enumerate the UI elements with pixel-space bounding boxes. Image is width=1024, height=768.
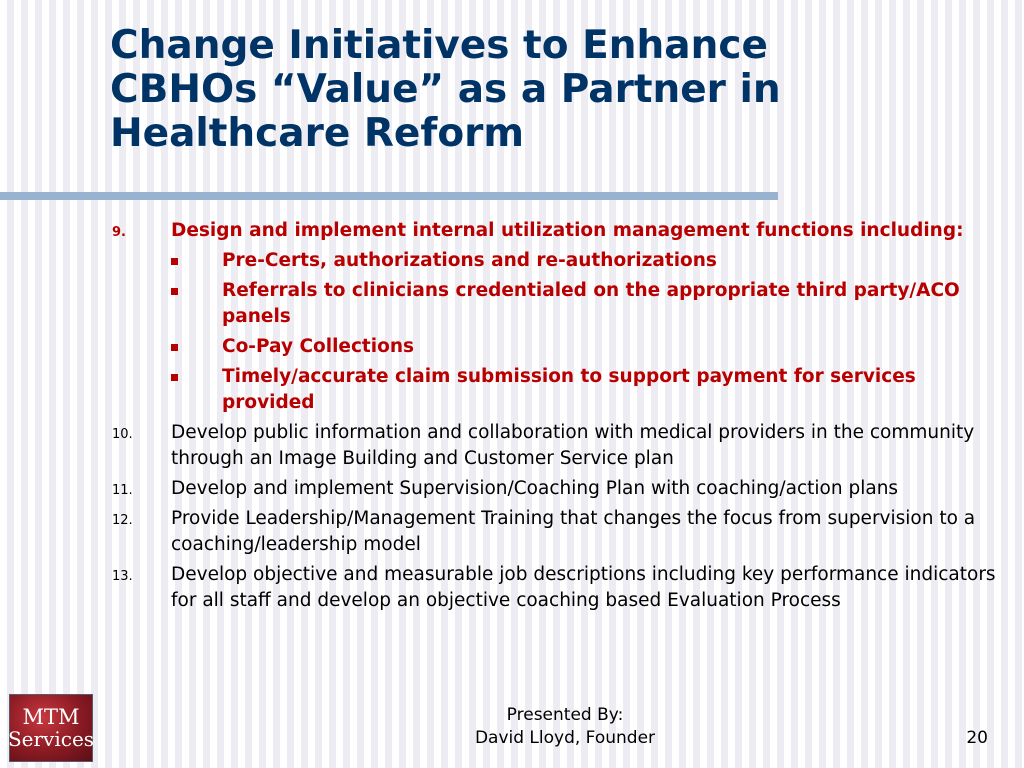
item-text: Develop public information and collaboration with medical providers in the community through an Image Building and Customer Service plan — [171, 422, 975, 469]
sub-item — [171, 278, 1000, 330]
item-number: 9. — [112, 225, 126, 240]
sub-item — [171, 334, 1000, 360]
item-text: Design and implement internal utilization management functions including: — [171, 220, 964, 241]
title-divider — [0, 192, 778, 200]
list-item-10 — [110, 420, 1000, 472]
sub-item-text: Pre-Certs, authorizations and re-authorizations — [222, 250, 717, 271]
item-number: 13. — [112, 569, 133, 584]
title-line: CBHOs “Value” as a Partner in — [110, 67, 781, 112]
sub-item-text: Timely/accurate claim submission to support payment for services provided — [222, 366, 916, 413]
sub-item — [171, 364, 1000, 416]
initiatives-list — [110, 218, 1000, 618]
sub-list — [171, 248, 1000, 416]
title-line: Healthcare Reform — [110, 111, 524, 156]
square-bullet-icon — [171, 374, 178, 381]
slide-title — [110, 24, 910, 156]
list-item-13 — [110, 562, 1000, 614]
sub-item-text: Co-Pay Collections — [222, 336, 415, 357]
square-bullet-icon — [171, 258, 178, 265]
item-text: Develop objective and measurable job descriptions including key performance indicators for all staff and develop an objective coaching based Evaluation Process — [171, 564, 996, 611]
item-number: 12. — [112, 513, 133, 528]
list-item-11 — [110, 476, 1000, 502]
footer-line: Presented By: — [506, 705, 624, 725]
list-item-12 — [110, 506, 1000, 558]
sub-item-text: Referrals to clinicians credentialed on the appropriate third party/ACO panels — [222, 280, 960, 327]
item-text: Develop and implement Supervision/Coaching Plan with coaching/action plans — [171, 478, 899, 499]
logo-line: MTM — [22, 705, 80, 729]
item-number: 11. — [112, 483, 133, 498]
item-text: Provide Leadership/Management Training that changes the focus from supervision to a coaching/leadership model — [171, 508, 976, 555]
presenter-footer — [430, 704, 700, 750]
logo-line: Services — [7, 727, 95, 751]
list-item-9 — [110, 218, 1000, 416]
square-bullet-icon — [171, 344, 178, 351]
sub-item — [171, 248, 1000, 274]
square-bullet-icon — [171, 288, 178, 295]
footer-line: David Lloyd, Founder — [474, 728, 656, 748]
mtm-services-logo — [9, 694, 93, 762]
title-line: Change Initiatives to Enhance — [110, 23, 768, 68]
page-number: 20 — [966, 728, 988, 748]
item-number: 10. — [112, 427, 133, 442]
